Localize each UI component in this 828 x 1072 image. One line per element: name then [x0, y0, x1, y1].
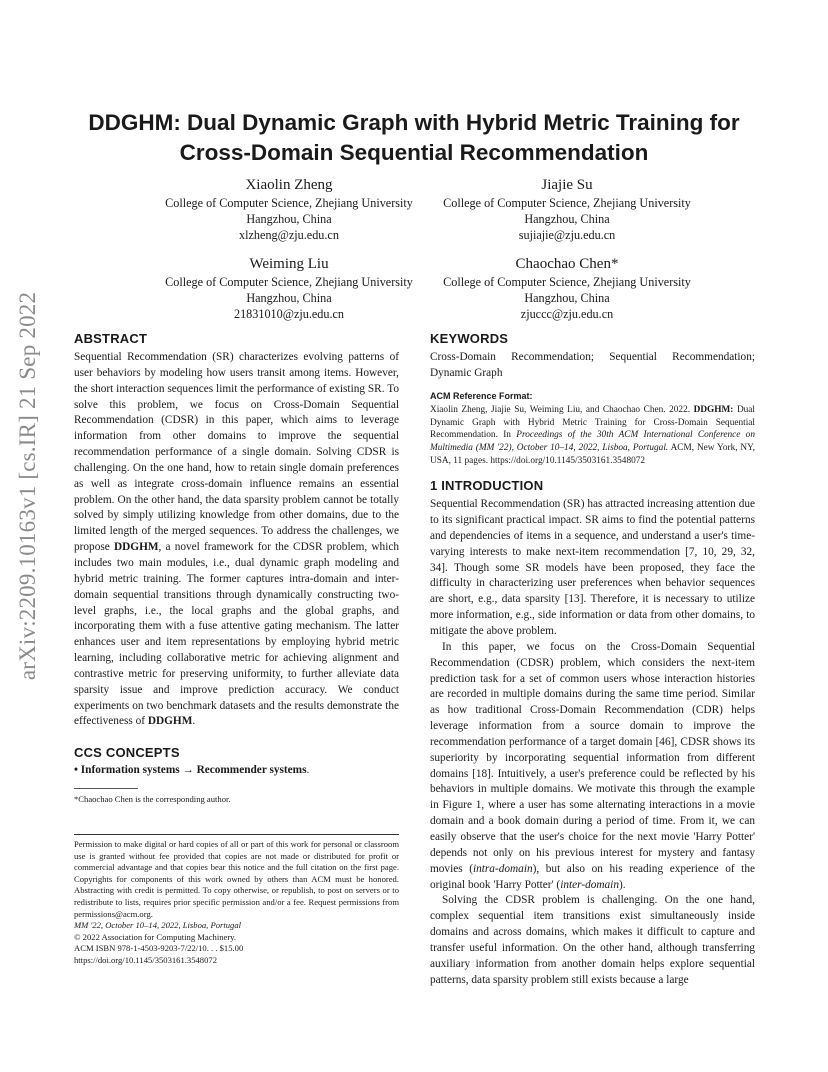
author-email: xlzheng@zju.edu.cn	[239, 228, 339, 242]
intro-text-part: In this paper, we focus on the Cross-Domain Sequential Recommendation (CDSR) problem, which considers the next-item prediction task for a set of common users whose interaction histories are recorded in multiple domains during the same time period. Similar as how traditional Cross-Domain Recommendation (CDR) helps leverage information from a source domain to improve the recommendation performance of a target domain [46], CDSR shows its superiority by incorporating sequential information from different domains [18]. Intuitively, a user's preference could be reflected by his behaviors in multiple domains. We motivate this through the example in Figure 1, where a user has some alternating interactions in a movie domain and a book domain during a period of time. From it, we can easily observe that the user's choice for the next movie 'Harry Potter' depends not only on his previous interest for mystery and fantasy movies (	[430, 640, 755, 875]
ccs-heading: CCS CONCEPTS	[74, 745, 180, 761]
abstract-heading: ABSTRACT	[74, 331, 148, 346]
introduction-heading: 1 INTRODUCTION	[430, 478, 544, 494]
acm-ref-bold: DDGHM:	[693, 405, 734, 416]
ddghm-emphasis: DDGHM	[113, 541, 159, 554]
author-email: zjuccc@zju.edu.cn	[520, 307, 614, 321]
acm-reference-heading: ACM Reference Format:	[430, 390, 533, 401]
abstract-text-end: .	[192, 715, 196, 728]
intro-italic-term: intra-domain	[472, 862, 533, 875]
intro-paragraph-1: Sequential Recommendation (SR) has attracted increasing attention due to its significant practical impact. SR aims to find the potential patterns and dependencies of items in a sequence, and understand a user's time-varying interests to make next-item recommendation [7, 10, 29, 32, 34]. Though some SR models have been proposed, they face the difficulty in characterizing user preferences when behavior sequences are short, e.g., data sparsity [13]. Therefore, it is necessary to utilize more information, e.g., side information or data from other domains, to mitigate the above problem.	[430, 498, 755, 637]
permission-text: Permission to make digital or hard copies of all or part of this work for personal or classroom use is granted without fee provided that copies are not made or distributed for profit or commercial advantage and that copies bear this notice and the full citation on the first page. Copyrights for components of this work owned by others than ACM must be honored. Abstracting with credit is permitted. To copy otherwise, or republish, to post on servers or to redistribute to lists, requires prior specific permission and/or a fee. Request permissions from permissions@acm.org.	[74, 839, 399, 919]
author-name: Jiajie Su	[541, 177, 593, 193]
author-affiliation: College of Computer Science, Zhejiang University	[443, 275, 691, 289]
ccs-concept-item: • Information systems → Recommender systems	[74, 764, 307, 777]
permission-block	[74, 839, 399, 967]
acm-ref-authors: Xiaolin Zheng, Jiajie Su, Weiming Liu, and Chaochao Chen. 2022.	[430, 405, 691, 416]
acm-reference-text	[430, 404, 755, 467]
left-column	[74, 331, 399, 779]
arxiv-stamp-text: arXiv:2209.10163v1 [cs.IR] 21 Sep 2022	[15, 291, 40, 681]
author-name: Xiaolin Zheng	[245, 177, 333, 193]
copyright-line: © 2022 Association for Computing Machinery.	[74, 931, 237, 942]
conference-venue: MM '22, October 10–14, 2022, Lisboa, Portugal	[74, 920, 242, 931]
ccs-concepts	[74, 763, 399, 779]
arxiv-stamp	[8, 291, 48, 681]
intro-text-part: ).	[618, 878, 626, 891]
author-name: Weiming Liu	[249, 256, 329, 272]
author-email: 21831010@zju.edu.cn	[233, 307, 345, 321]
acm-ref-title: Dual Dynamic Graph with Hybrid Metric Training for Cross-Domain Sequential Recommendation. In	[430, 405, 756, 441]
ddghm-emphasis: DDGHM	[147, 715, 193, 728]
author-city: Hangzhou, China	[246, 291, 332, 305]
author-city: Hangzhou, China	[524, 212, 610, 226]
keywords-heading: KEYWORDS	[430, 331, 509, 346]
acm-ref-tail: ACM, New York, NY, USA, 11 pages. https://doi.org/10.1145/3503161.3548072	[430, 443, 755, 466]
paper-title-line-1: DDGHM: Dual Dynamic Graph with Hybrid Metric Training for	[88, 110, 740, 135]
abstract-text-part: , a novel framework for the CDSR problem, which includes two main modules, i.e., dual dynamic graph modeling and hybrid metric training. The former captures intra-domain and inter-domain sequential transitions through dynamically constructing two-level graphs, i.e., the local graphs and the global graphs, and incorporating them with a fuse attentive gating mechanism. The latter enhances user and item representations by employing hybrid metric learning, including collaborative metric for achieving alignment and contrastive metric for preserving uniformity, to further alleviate data sparsity issue and improve prediction accuracy. We conduct experiments on two benchmark datasets and the results demonstrate the effectiveness of	[74, 541, 400, 728]
paper-title-line-2: Cross-Domain Sequential Recommendation	[179, 140, 649, 165]
footnote: *Chaochao Chen is the corresponding author.	[74, 794, 231, 804]
ccs-period: .	[306, 764, 310, 777]
doi-line: https://doi.org/10.1145/3503161.3548072	[74, 954, 217, 965]
isbn-line: ACM ISBN 978-1-4503-9203-7/22/10. . . $15.00	[74, 943, 244, 954]
author-name: Chaochao Chen*	[515, 256, 619, 272]
author-affiliation: College of Computer Science, Zhejiang University	[165, 275, 413, 289]
acm-reference	[430, 390, 755, 468]
author-block-4	[397, 254, 737, 322]
author-affiliation: College of Computer Science, Zhejiang University	[165, 196, 413, 210]
acm-ref-proceedings: Proceedings of the 30th ACM International Conference on Multimedia (MM '22), October 10–14, 2022, Lisboa, Portugal.	[430, 430, 755, 454]
intro-paragraph-2	[430, 640, 755, 894]
abstract-text-part: Sequential Recommendation (SR) characterizes evolving patterns of user behaviors by modeling how users transit among items. However, the short interaction sequences limit the performance of existing SR. To solve this problem, we focus on Cross-Domain Sequential Recommendation (CDSR) in this paper, which aims to leverage information from other domains to improve the sequential recommendation performance of a single domain. Solving CDSR is challenging. On the one hand, how to retain single domain preferences as well as integrate cross-domain influence remains an essential problem. On the other hand, the data sparsity problem cannot be totally solved by simply utilizing knowledge from other domains, due to the limited length of the merged sequences. To address the challenges, we propose	[74, 351, 399, 554]
right-column	[430, 331, 755, 988]
intro-paragraph-3: Solving the CDSR problem is challenging. On the one hand, complex sequential item transitions exist simultaneously inside domains and across domains, which makes it difficult to capture and transfer useful information. On the other hand, although transferring auxiliary information from another domain helps explore sequential patterns, data sparsity problem still exists because a large	[430, 894, 755, 986]
keywords-text: Cross-Domain Recommendation; Sequential Recommendation; Dynamic Graph	[430, 351, 755, 379]
author-affiliation: College of Computer Science, Zhejiang University	[443, 196, 691, 210]
footnote-rule	[74, 788, 138, 789]
author-block-2	[397, 175, 737, 243]
author-city: Hangzhou, China	[524, 291, 610, 305]
author-email: sujiajie@zju.edu.cn	[518, 228, 616, 242]
intro-italic-term: inter-domain	[560, 878, 619, 891]
paper-title	[60, 108, 768, 168]
intro-text-part: ), but also on his reading experience of the original book 'Harry Potter' (	[430, 862, 755, 891]
permission-rule	[74, 834, 399, 835]
abstract-text	[74, 350, 399, 730]
author-city: Hangzhou, China	[246, 212, 332, 226]
